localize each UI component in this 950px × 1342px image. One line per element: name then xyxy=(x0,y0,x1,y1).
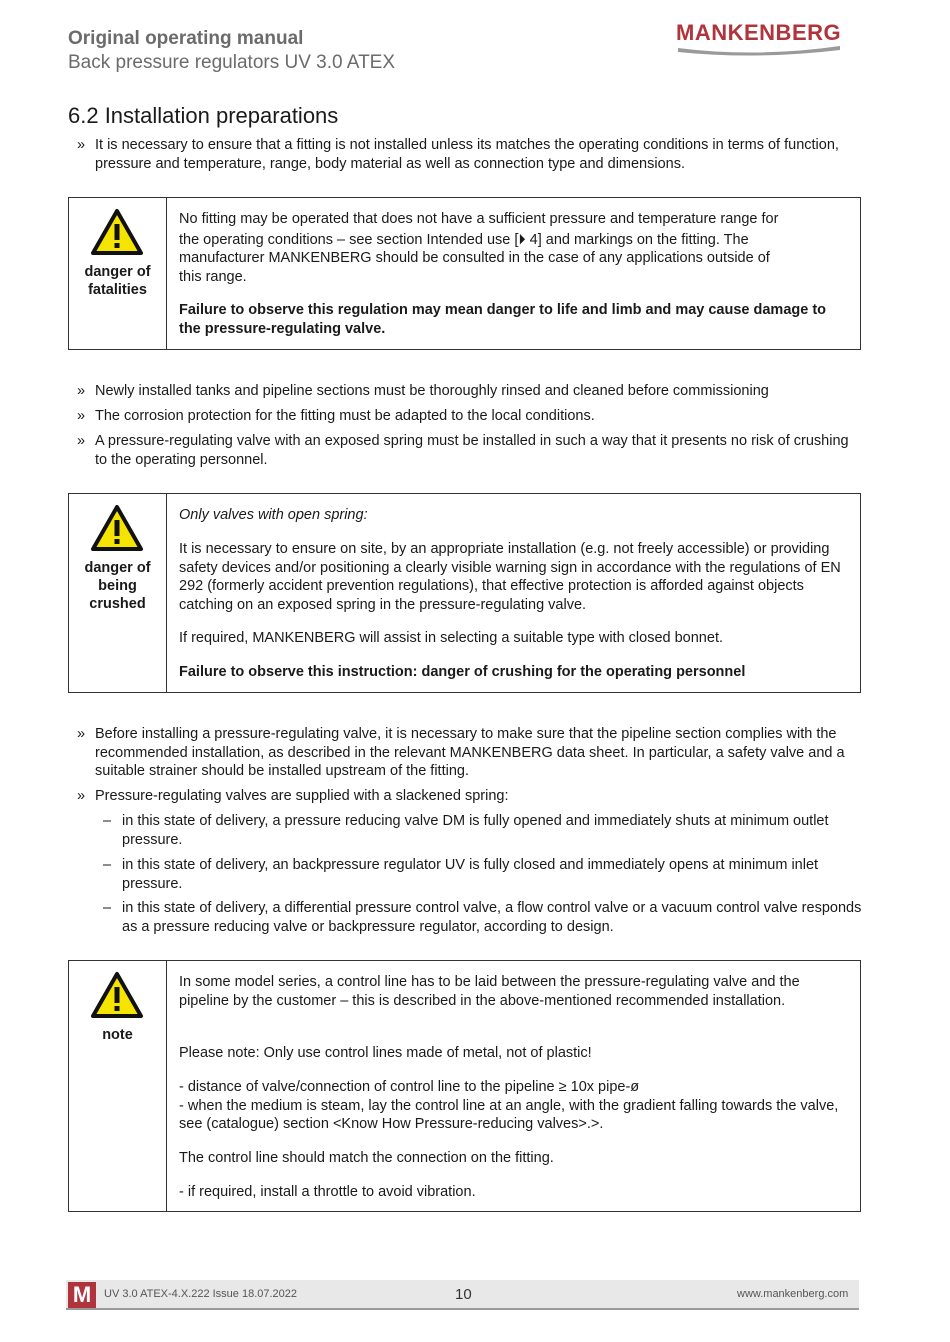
box-label-line: note xyxy=(102,1027,133,1043)
box-text: If required, MANKENBERG will assist in selecting a suitable type with closed bonnet. xyxy=(179,630,723,646)
bullet-marker: » xyxy=(77,408,86,424)
box-line: - distance of valve/connection of control line to the pipeline ≥ 10x pipe-ø xyxy=(179,1079,640,1095)
logo-text: MANKENBERG xyxy=(676,20,842,45)
box-note-italic: Only valves with open spring: xyxy=(179,507,368,523)
bullet-marker: » xyxy=(77,788,86,804)
footer-logo: M xyxy=(68,1282,96,1308)
box-text xyxy=(179,210,849,286)
box-text xyxy=(179,1078,849,1134)
box-label-line: being xyxy=(98,578,137,594)
box-line: the operating conditions – see section Intended use [⏵ 4] and markings on the fitting. The xyxy=(179,231,749,248)
list-item: The corrosion protection for the fitting must be adapted to the local conditions. xyxy=(95,408,595,424)
box-warning-text: Failure to observe this instruction: danger of crushing for the operating personnel xyxy=(179,664,746,680)
box-text: The control line should match the connection on the fitting. xyxy=(179,1150,554,1166)
bullet-marker: » xyxy=(77,137,86,153)
warning-triangle-icon xyxy=(90,971,144,1019)
box-text: It is necessary to ensure on site, by an appropriate installation (e.g. not freely accessible) or providing safety devices and/or positioning a clearly visible warning sign in accordance with the regulations of EN 292 (formerly accident prevention regulations), that effective protection is afforded against objects catching on an exposed spring in the pressure-regulating valve. xyxy=(179,541,841,613)
warning-triangle-icon xyxy=(90,208,144,256)
box-label-line: danger of xyxy=(84,560,151,576)
box-icon-cell xyxy=(69,961,167,1211)
box-label-line: fatalities xyxy=(88,282,147,298)
box-line: - when the medium is steam, lay the control line at an angle, with the gradient falling towards the valve, see (catalogue) section <Know How Pressure-reducing valves>.>. xyxy=(179,1097,839,1132)
box-line: No fitting may be operated that does not have a sufficient pressure and temperature range for xyxy=(179,211,779,227)
manual-title: Original operating manual xyxy=(68,28,304,49)
box-warning-text: Failure to observe this regulation may mean danger to life and limb and may cause damage to the pressure-regulating valve. xyxy=(179,302,827,337)
danger-fatalities-box xyxy=(68,197,861,350)
dash-marker: – xyxy=(103,857,112,873)
box-line: manufacturer MANKENBERG should be consulted in the case of any applications outside of xyxy=(179,250,770,266)
list-item: Pressure-regulating valves are supplied with a slackened spring: xyxy=(95,788,509,804)
logo-swoosh-icon xyxy=(676,44,842,58)
dash-marker: – xyxy=(103,900,112,916)
section-heading: 6.2 Installation preparations xyxy=(68,103,339,128)
bullet-marker: » xyxy=(77,433,86,449)
mankenberg-logo xyxy=(676,20,842,58)
box-icon-cell xyxy=(69,494,167,692)
box-text: In some model series, a control line has to be laid between the pressure-regulating valve and the pipeline by the customer – this is described in the above-mentioned recommended installation. xyxy=(179,974,800,1009)
dash-marker: – xyxy=(103,813,112,829)
box-text: - if required, install a throttle to avoid vibration. xyxy=(179,1184,476,1200)
footer-website: www.mankenberg.com xyxy=(737,1288,849,1300)
list-item: Before installing a pressure-regulating valve, it is necessary to make sure that the pipeline section complies with the recommended installation, as described in the relevant MANKENBERG data sheet. In particular, a safety valve and a suitable strainer should be installed upstream of the fitting. xyxy=(95,726,845,779)
intro-bullet-text: It is necessary to ensure that a fitting is not installed unless its matches the operating conditions in terms of function, pressure and temperature, range, body material as well as connection type and dimensions. xyxy=(95,137,839,172)
box-text: Please note: Only use control lines made of metal, not of plastic! xyxy=(179,1045,592,1061)
sub-list-item: in this state of delivery, an backpressure regulator UV is fully closed and immediately opens at minimum inlet pressure. xyxy=(122,857,819,892)
box-icon-cell xyxy=(69,198,167,349)
footer-doc-id: UV 3.0 ATEX-4.X.222 Issue 18.07.2022 xyxy=(104,1288,298,1300)
list-item: A pressure-regulating valve with an exposed spring must be installed in such a way that it presents no risk of crushing to the operating personnel. xyxy=(95,433,849,468)
box-label-line: crushed xyxy=(89,596,146,612)
box-line: this range. xyxy=(179,268,247,285)
sub-list-item: in this state of delivery, a pressure reducing valve DM is fully opened and immediately shuts at minimum outlet pressure. xyxy=(122,813,829,848)
bullet-marker: » xyxy=(77,383,86,399)
danger-crushing-box xyxy=(68,493,861,693)
bullet-marker: » xyxy=(77,726,86,742)
list-item: Newly installed tanks and pipeline sections must be thoroughly rinsed and cleaned before commissioning xyxy=(95,383,769,399)
page-number: 10 xyxy=(455,1286,472,1303)
note-box xyxy=(68,960,861,1212)
sub-list-item: in this state of delivery, a differential pressure control valve, a flow control valve or a vacuum control valve responds as a pressure reducing valve or backpressure regulator, according to design. xyxy=(122,900,862,935)
box-label-line: danger of xyxy=(84,264,151,280)
warning-triangle-icon xyxy=(90,504,144,552)
manual-subtitle: Back pressure regulators UV 3.0 ATEX xyxy=(68,52,396,73)
